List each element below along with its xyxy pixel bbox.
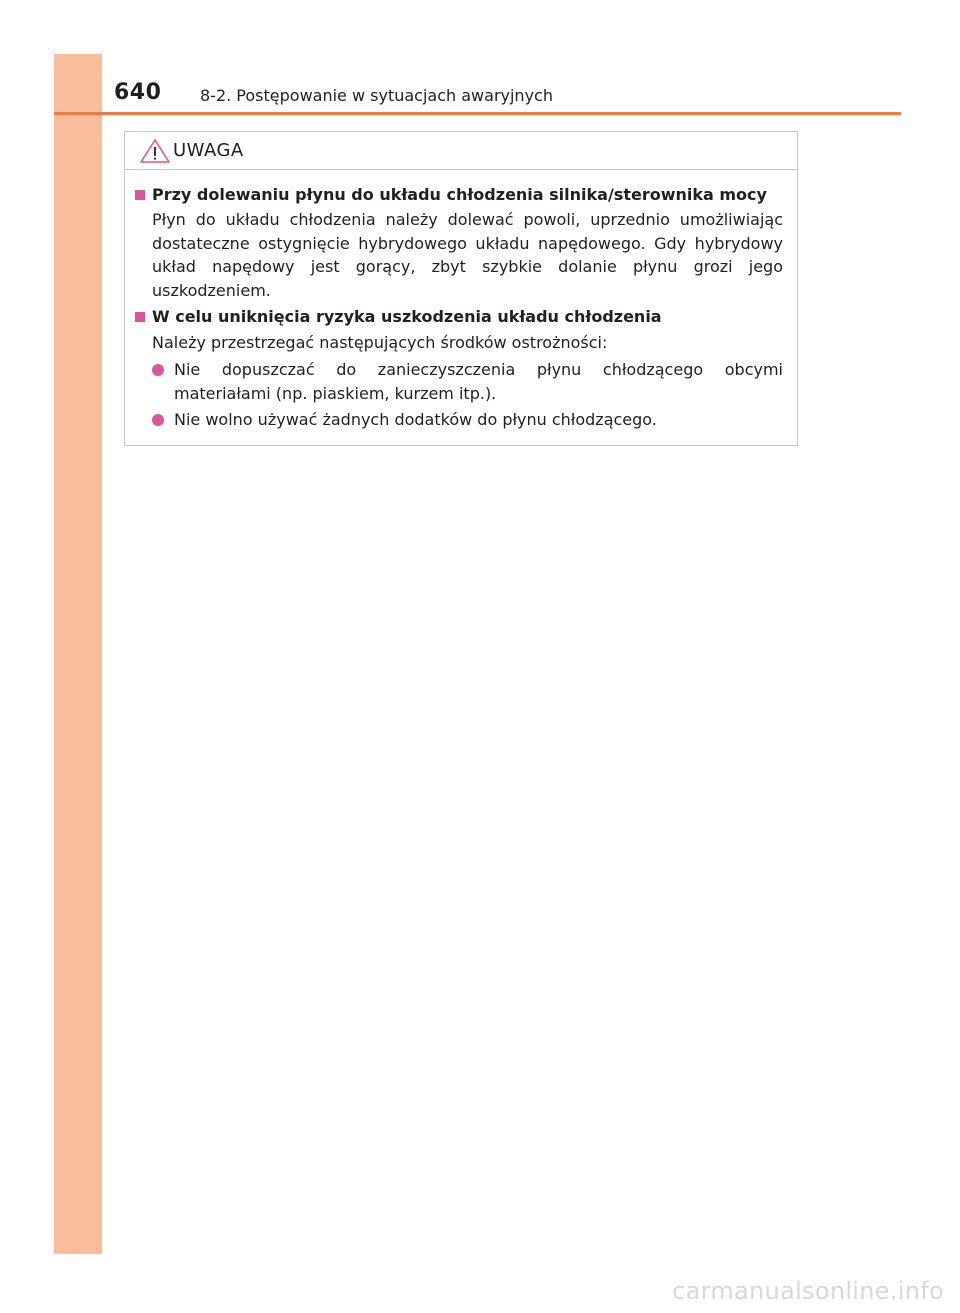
list-item (152, 408, 783, 432)
section-title: 8-2. Postępowanie w sytuacjach awaryjnych (200, 86, 553, 105)
round-bullet-icon (152, 364, 164, 376)
caution-item-text: Należy przestrzegać następujących środków ostrożności: (152, 333, 608, 352)
caution-item-text: Płyn do układu chłodzenia należy dolewać powoli, uprzednio umożliwiając dostateczne ostygnięcie hybrydowego układu napędowego. Gdy hybrydowy układ napędowy jest gorący, zbyt szybkie dolanie płynu grozi jego uszkodzeniem. (152, 210, 783, 300)
square-bullet-icon (135, 190, 145, 200)
caution-title: UWAGA (173, 140, 244, 161)
caution-header (125, 132, 797, 170)
caution-item-heading (135, 182, 783, 208)
watermark: carmanualsonline.info (672, 1277, 944, 1305)
caution-item-heading-text: Przy dolewaniu płynu do układu chłodzenia silnika/sterownika mocy (152, 185, 767, 204)
caution-item-heading (135, 304, 783, 330)
list-item (152, 358, 783, 405)
list-item-text: Nie dopuszczać do zanieczyszczenia płynu chłodzącego obcymi materiałami (np. piaskiem, kurzem itp.). (174, 360, 783, 403)
header-rule (54, 112, 901, 115)
square-bullet-icon (135, 312, 145, 322)
caution-item-heading-text: W celu uniknięcia ryzyka uszkodzenia układu chłodzenia (152, 307, 662, 326)
warning-triangle-icon (139, 138, 171, 164)
caution-body (125, 170, 797, 432)
list-item-text: Nie wolno używać żadnych dodatków do płynu chłodzącego. (174, 410, 657, 429)
caution-box (124, 131, 798, 446)
page-number: 640 (114, 80, 162, 105)
round-bullet-icon (152, 414, 164, 426)
page-header (102, 54, 900, 114)
side-color-strip (54, 54, 102, 1254)
